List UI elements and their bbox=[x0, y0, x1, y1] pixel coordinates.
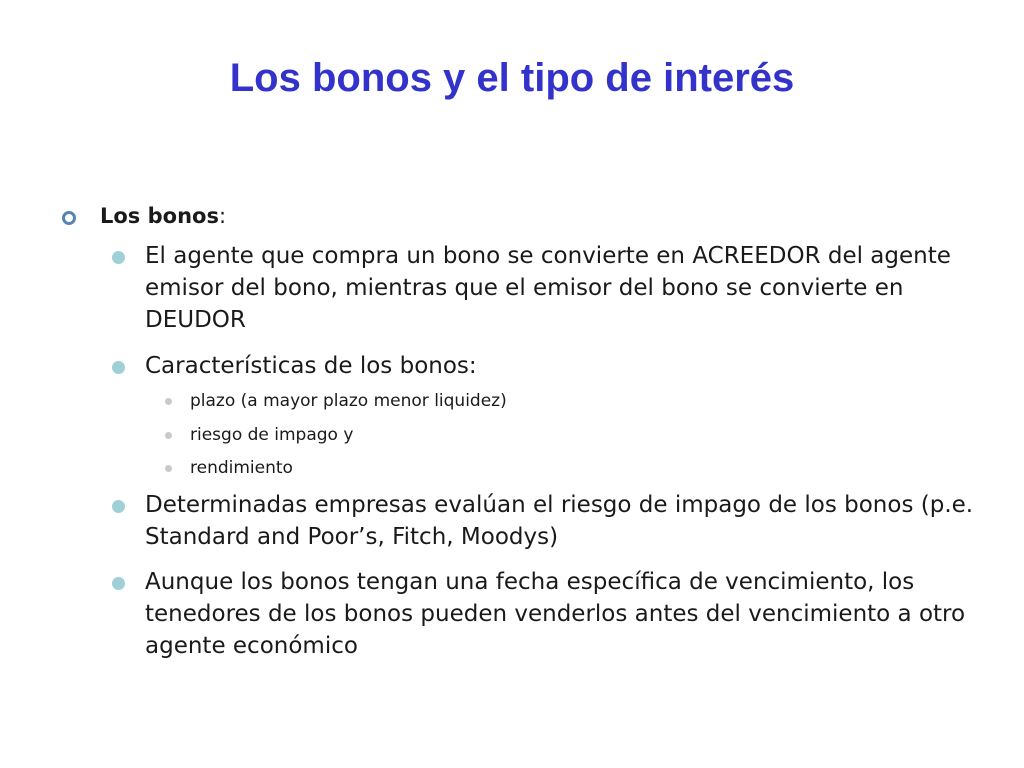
sub-bullet-item: rendimiento bbox=[190, 458, 293, 478]
sub-bullet-dot-icon bbox=[165, 465, 172, 472]
bullet-item: Determinadas empresas evalúan el riesgo de impago de los bonos (p.e. Standard and Poor’s, Fitch, Moodys) bbox=[145, 492, 974, 550]
level1-suffix: : bbox=[218, 204, 227, 228]
bullet-item: Aunque los bonos tengan una fecha específica de vencimiento, los tenedores de los bonos pueden venderlos antes del vencimiento a otro agente económico bbox=[145, 569, 966, 659]
level1-label: Los bonos bbox=[100, 204, 219, 228]
bullet-item: Características de los bonos: bbox=[145, 353, 477, 379]
bullet-dot-icon bbox=[112, 577, 125, 590]
sub-bullet-dot-icon bbox=[165, 432, 172, 439]
bullet-dot-icon bbox=[112, 251, 125, 264]
sub-bullet-dot-icon bbox=[165, 398, 172, 405]
bullet-dot-icon bbox=[112, 500, 125, 513]
bullet-item: El agente que compra un bono se convierte en ACREEDOR del agente emisor del bono, mientras que el emisor del bono se convierte en DEUDOR bbox=[145, 243, 951, 333]
ring-bullet-icon bbox=[62, 211, 76, 225]
bullet-dot-icon bbox=[112, 361, 125, 374]
sub-bullet-item: plazo (a mayor plazo menor liquidez) bbox=[190, 391, 507, 411]
level1-item bbox=[100, 200, 226, 232]
sub-bullet-item: riesgo de impago y bbox=[190, 425, 354, 445]
slide-title: Los bonos y el tipo de interés bbox=[229, 56, 795, 100]
